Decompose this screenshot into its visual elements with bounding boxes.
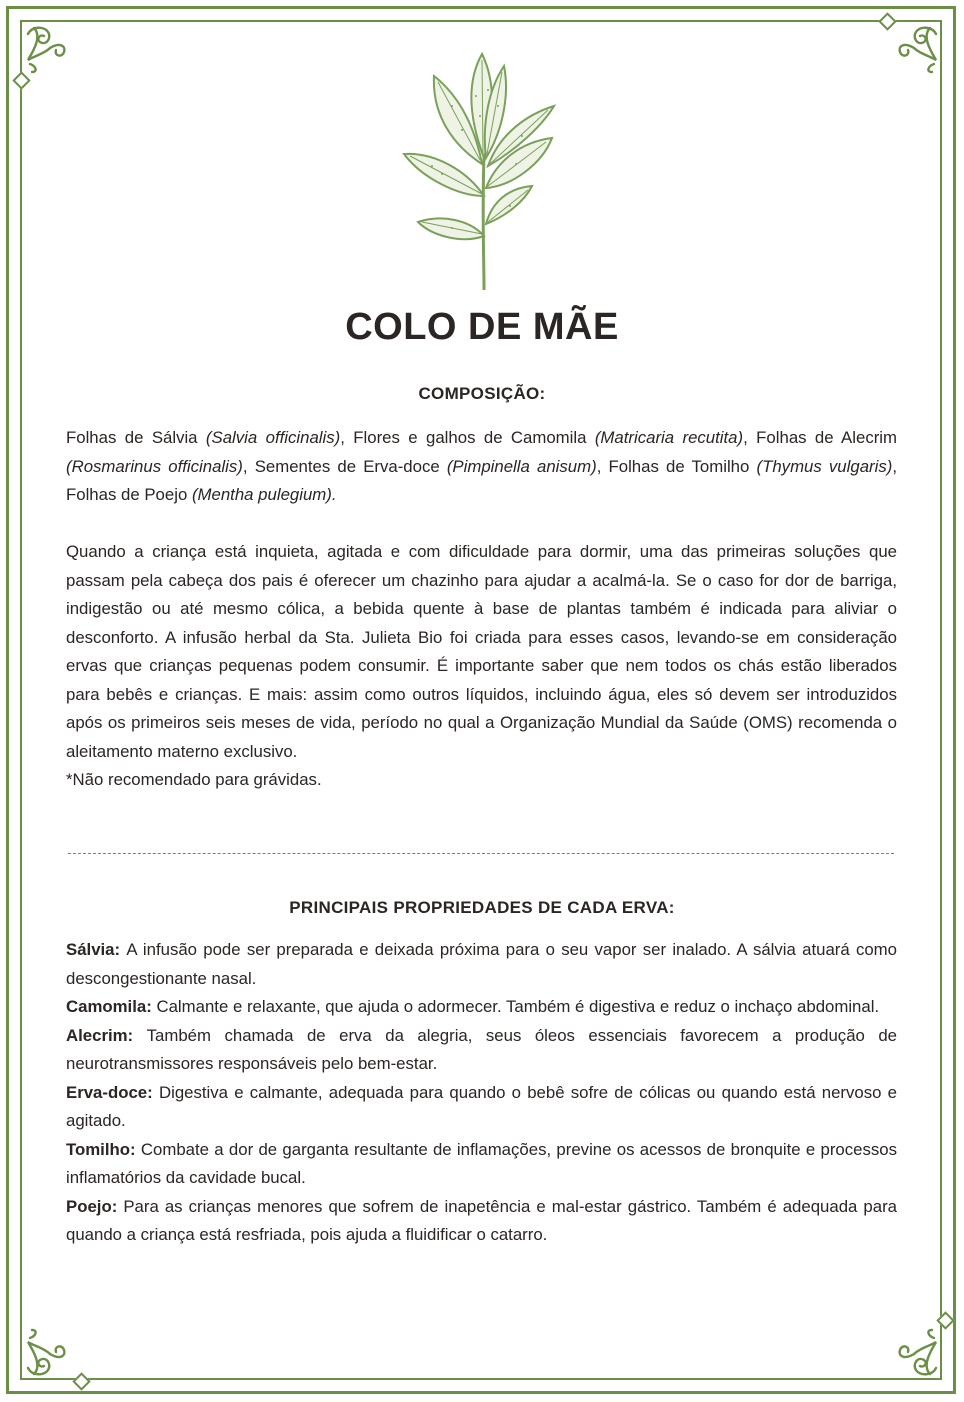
property-item: Sálvia: A infusão pode ser preparada e deixada próxima para o seu vapor ser inalado. A sálvia atuará como descongestionante nasal. (66, 940, 897, 988)
composition-heading: COMPOSIÇÃO: (418, 384, 546, 403)
section-divider (68, 853, 894, 854)
composition-list (66, 424, 897, 510)
ingredient-item: Folhas de Alecrim (Rosmarinus officinalis), (66, 428, 898, 476)
ingredient-item: Sementes de Erva-doce (Pimpinella anisum), (254, 456, 609, 476)
flourish-ornament-icon (20, 20, 78, 78)
flourish-ornament-icon (886, 20, 944, 78)
property-item: Camomila: Calmante e relaxante, que ajuda o adormecer. Também é digestiva e reduz o inchaço abdominal. (66, 997, 880, 1016)
page-title: COLO DE MÃE (345, 306, 619, 348)
flourish-ornament-icon (20, 1324, 78, 1382)
properties-list (66, 936, 897, 1250)
property-item: Tomilho: Combate a dor de garganta resultante de inflamações, previne os acessos de bronquite e processos inflamatórios da cavidade bucal. (66, 1139, 897, 1187)
flourish-ornament-icon (886, 1324, 944, 1382)
description-text: Quando a criança está inquieta, agitada e com dificuldade para dormir, uma das primeiras soluções que passam pela cabeça dos pais é oferecer um chazinho para ajudar a acalmá-la. Se o caso for dor de barriga, indigestão ou até mesmo cólica, a bebida quente à base de plantas também é indicada para aliviar o desconforto. A infusão herbal da Sta. Julieta Bio foi criada para esses casos, levando-se em consideração ervas que crianças pequenas podem consumir. É importante saber que nem todos os chás estão liberados para bebês e crianças. E mais: assim como outros líquidos, incluindo água, eles só devem ser introduzidos após os primeiros seis meses de vida, período no qual a Organização Mundial da Saúde (OMS) recomenda o aleitamento materno exclusivo. (66, 542, 897, 761)
property-item: Erva-doce: Digestiva e calmante, adequada para quando o bebê sofre de cólicas ou quando está nervoso e agitado. (66, 1082, 897, 1130)
pregnancy-warning: *Não recomendado para grávidas. (66, 770, 322, 789)
ingredient-item: Folhas de Tomilho (Thymus vulgaris), (608, 456, 897, 476)
description-block (66, 538, 897, 795)
sage-branch-icon (392, 46, 572, 292)
property-item: Alecrim: Também chamada de erva da alegria, seus óleos essenciais favorecem a produção de neurotransmissores responsáveis pelo bem-estar. (66, 1025, 898, 1073)
properties-heading: PRINCIPAIS PROPRIEDADES DE CADA ERVA: (289, 898, 675, 917)
ingredient-item: Flores e galhos de Camomila (Matricaria recutita), (353, 428, 757, 447)
ingredient-item: Folhas de Sálvia (Salvia officinalis), (66, 428, 354, 447)
ingredient-item: Folhas de Poejo (Mentha pulegium). (66, 485, 337, 504)
property-item: Poejo: Para as crianças menores que sofrem de inapetência e mal-estar gástrico. Também é adequada para quando a criança está resfriada, pois ajuda a fluidificar o catarro. (66, 1196, 897, 1244)
